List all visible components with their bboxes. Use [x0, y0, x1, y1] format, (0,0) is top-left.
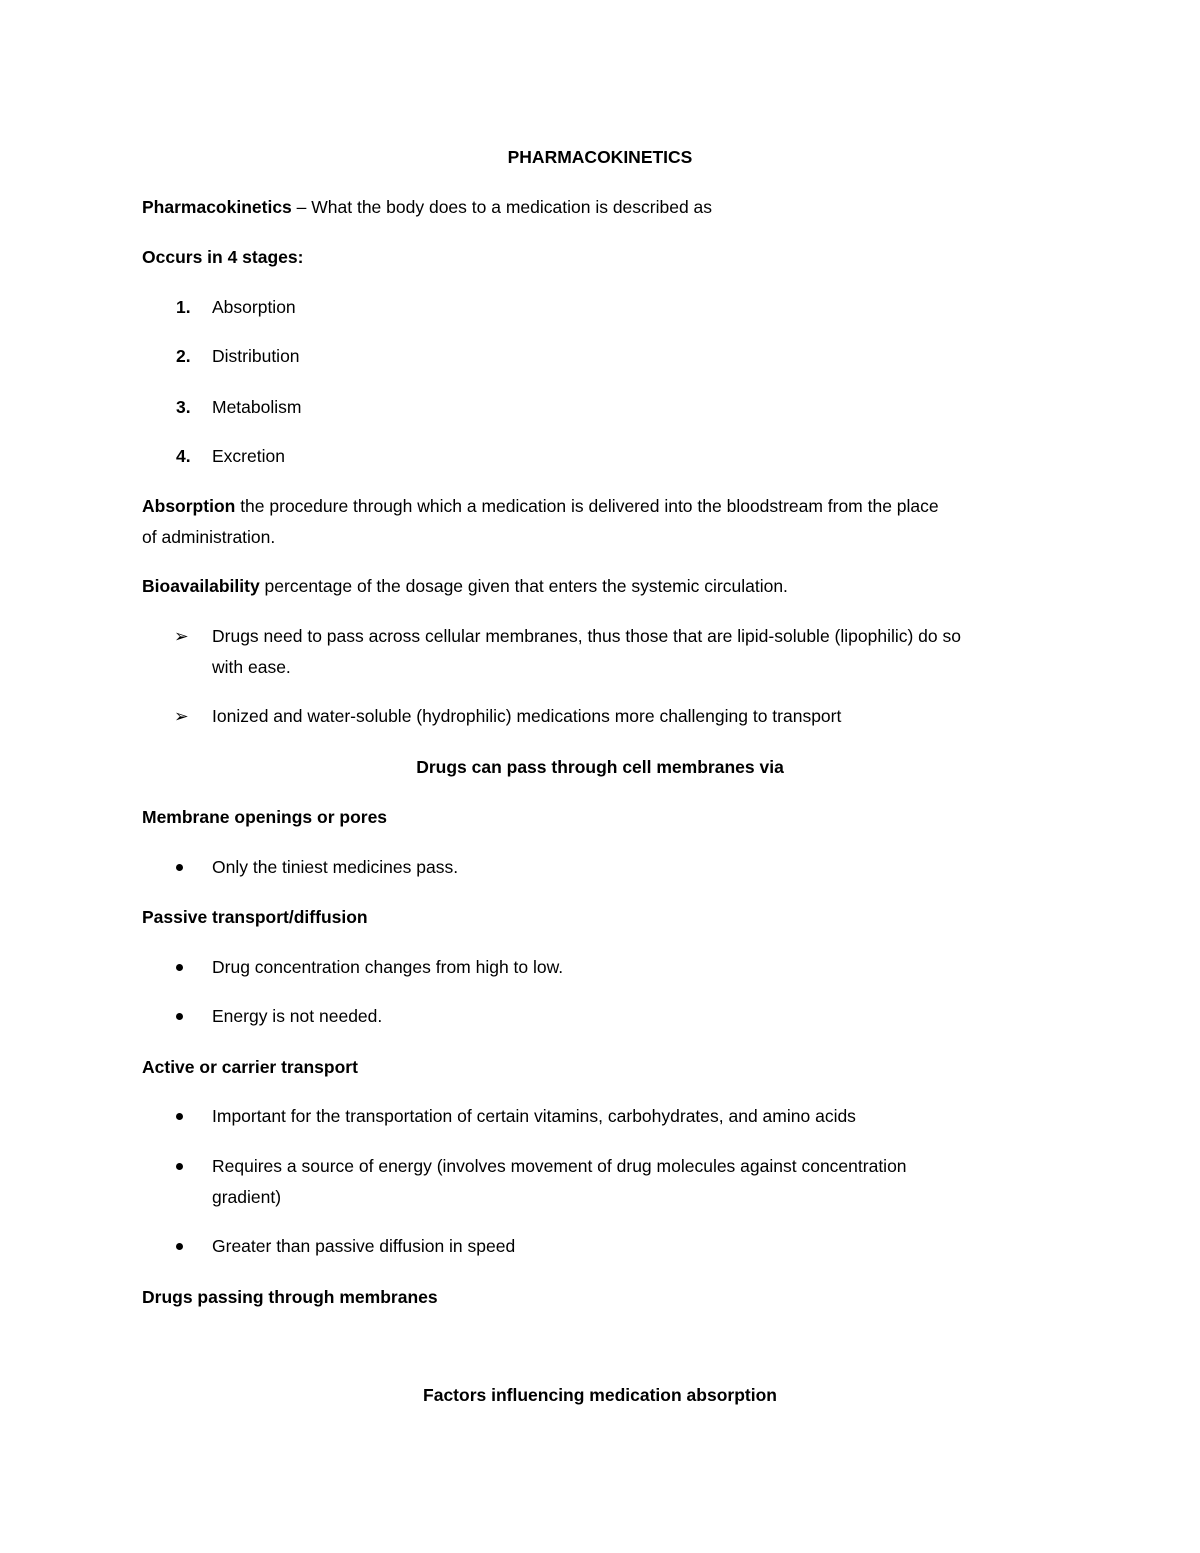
membranes-subheading: Drugs can pass through cell membranes via — [416, 757, 784, 777]
arrow-bullet-icon: ➢ — [174, 626, 189, 646]
stage-label: Metabolism — [212, 397, 302, 417]
stage-number: 4. — [176, 446, 191, 466]
drugs-passing-heading: Drugs passing through membranes — [142, 1287, 438, 1307]
pores-heading: Membrane openings or pores — [142, 807, 388, 827]
passive-heading: Passive transport/diffusion — [142, 907, 368, 927]
definition-text: – What the body does to a medication is described as — [291, 197, 713, 217]
stage-label: Excretion — [212, 446, 285, 466]
page-title: PHARMACOKINETICS — [507, 147, 693, 167]
bullet-icon — [176, 1243, 183, 1250]
absorption-term: Absorption — [142, 496, 236, 516]
arrow-point-cont: with ease. — [212, 657, 291, 677]
bullet-icon — [176, 1113, 183, 1120]
bullet-item: Important for the transportation of certain vitamins, carbohydrates, and amino acids — [212, 1106, 856, 1126]
stage-number: 2. — [176, 346, 191, 366]
bullet-icon — [176, 1163, 183, 1170]
factors-heading: Factors influencing medication absorption — [423, 1385, 777, 1405]
absorption-definition-cont: of administration. — [142, 527, 276, 547]
stage-label: Absorption — [212, 297, 296, 317]
bullet-item: Drug concentration changes from high to low. — [212, 957, 564, 977]
bullet-item: Energy is not needed. — [212, 1006, 383, 1026]
absorption-definition: Absorption the procedure through which a medication is delivered into the bloodstream from the place — [142, 496, 939, 516]
active-heading: Active or carrier transport — [142, 1057, 358, 1077]
definition-term: Pharmacokinetics — [142, 197, 292, 217]
bioavailability-term: Bioavailability — [142, 576, 260, 596]
bullet-icon — [176, 1013, 183, 1020]
bioavailability-definition: Bioavailability percentage of the dosage given that enters the systemic circulation. — [142, 576, 788, 596]
arrow-bullet-icon: ➢ — [174, 706, 189, 726]
bullet-icon — [176, 964, 183, 971]
bullet-item: Greater than passive diffusion in speed — [212, 1236, 516, 1256]
stage-number: 3. — [176, 397, 191, 417]
definition-line — [142, 196, 712, 218]
bullet-icon — [176, 864, 183, 871]
stages-heading: Occurs in 4 stages: — [142, 247, 304, 267]
arrow-point: Ionized and water-soluble (hydrophilic) medications more challenging to transport — [212, 706, 842, 726]
bullet-item: Requires a source of energy (involves movement of drug molecules against concentration — [212, 1156, 907, 1176]
arrow-point: Drugs need to pass across cellular membranes, thus those that are lipid-soluble (lipophilic) do so — [212, 626, 961, 646]
stage-number: 1. — [176, 297, 191, 317]
stage-label: Distribution — [212, 346, 300, 366]
bullet-item: Only the tiniest medicines pass. — [212, 857, 459, 877]
bullet-item-cont: gradient) — [212, 1187, 282, 1207]
